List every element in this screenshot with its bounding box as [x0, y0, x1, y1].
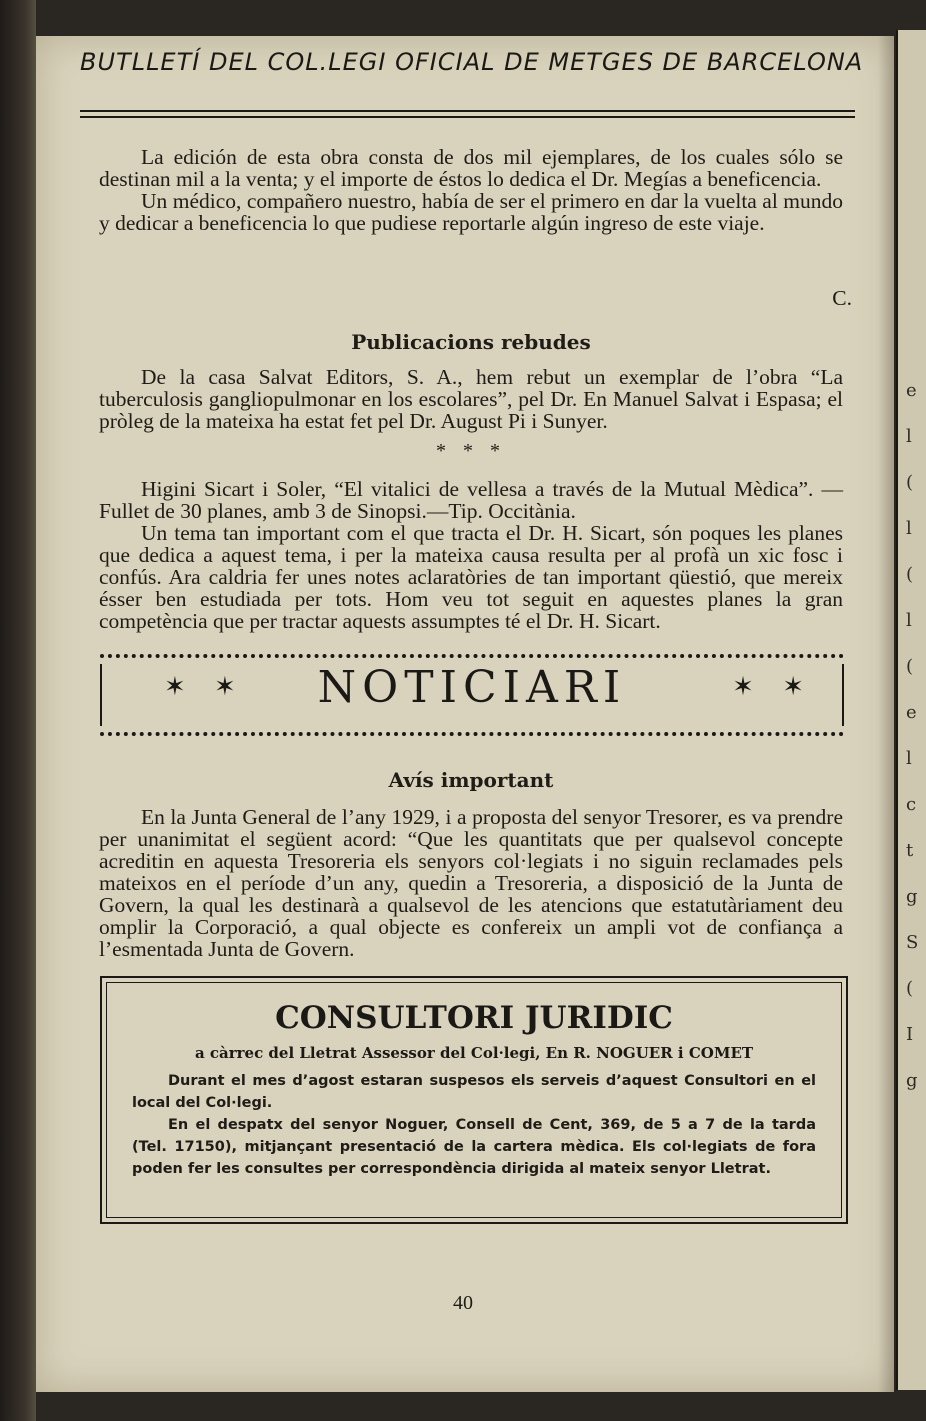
publicacions-item-1 [99, 366, 843, 432]
adjacent-page-glyph: I [906, 1024, 914, 1045]
page-number: 40 [453, 1292, 473, 1314]
adjacent-page-glyph: t [906, 840, 914, 861]
adjacent-page-glyph: g [906, 886, 918, 907]
noticiari-title: NOTICIARI [317, 662, 627, 713]
adjacent-page-glyph: ( [906, 564, 914, 585]
avis-heading: Avís important [388, 768, 554, 792]
binding-edge [0, 0, 36, 1421]
adjacent-page-glyph: l [906, 426, 912, 447]
adjacent-page-glyph: S [906, 932, 919, 953]
noticiari-banner [100, 654, 844, 736]
adjacent-page-glyph: l [906, 610, 912, 631]
adjacent-page-glyph: ( [906, 472, 914, 493]
publicacions-item-2 [99, 478, 843, 632]
publicacions-item-1-text: De la casa Salvat Editors, S. A., hem rebut un exemplar de l’obra “La tuberculosis gangliopulmonar en los escolares”, pel Dr. En Manuel Salvat i Espasa; el pròleg de la mateixa ha estat fet pel Dr. August Pi i Sunyer. [99, 365, 843, 433]
consultori-paragraph-1: Durant el mes d’agost estaran suspesos els serveis d’aquest Consultori en el local del Col·legi. [132, 1073, 816, 1111]
head-rule-bottom [80, 116, 855, 118]
consultori-title: CONSULTORI JURIDIC [275, 1000, 673, 1036]
adjacent-page-glyph: l [906, 748, 912, 769]
consultori-text [132, 1070, 816, 1180]
adjacent-page-glyph: ( [906, 978, 914, 999]
consultori-box [100, 976, 848, 1224]
gutter-shadow [878, 36, 896, 1392]
head-rule-top [80, 110, 855, 112]
avis-paragraph: En la Junta General de l’any 1929, i a proposta del senyor Tresorer, es va prendre per unanimitat el següent acord: “Que les quantitats que per qualsevol concepte acreditin en aquesta Tresoreria els senyors col·legiats i no siguin reclamades pels mateixos en el període d’un any, quedin a Tresoreria, a disposició de la Junta de Govern, la qual les destinarà a qualsevol de les atencions que estatutàriament deu omplir la Corporació, a qual objecte es confereix un ampli vot de confiança a l’esmentada Junta de Govern. [99, 805, 843, 961]
adjacent-page-glyph: ( [906, 656, 914, 677]
avis-text [99, 806, 843, 960]
publicacions-item-2-review: Un tema tan important com el que tracta el Dr. H. Sicart, són poques les planes que dedica a aquest tema, i per la mateixa causa resulta per al profà un xic fosc i confús. Ara caldria fer unes notes aclaratòries de tan important qüestió, que mereix ésser ben estudiada per tots. Hom veu tot seguit en aquestes planes la gran competència que per tractar aquests assumptes té el Dr. H. Sicart. [99, 521, 843, 633]
publicacions-heading: Publicacions rebudes [351, 330, 591, 354]
running-head: BUTLLETÍ DEL COL.LEGI OFICIAL DE METGES DE BARCELONA [80, 48, 864, 76]
intro-signature: C. [832, 286, 852, 310]
adjacent-page-glyph: g [906, 1070, 918, 1091]
consultori-subtitle: a càrrec del Lletrat Assessor del Col·legi, En R. NOGUER i COMET [194, 1044, 754, 1062]
intro-paragraph-2: Un médico, compañero nuestro, había de ser el primero en dar la vuelta al mundo y dedicar a beneficencia lo que pudiese reportarle algún ingreso de este viaje. [99, 189, 843, 235]
star-ornament-left-icon: ✶ ✶ [164, 672, 246, 702]
section-separator: * * * [436, 440, 506, 462]
adjacent-page-glyph: l [906, 518, 912, 539]
intro-paragraph-1: La edición de esta obra consta de dos mil ejemplares, de los cuales sólo se destinan mil a la venta; y el importe de éstos lo dedica el Dr. Megías a beneficencia. [99, 145, 843, 191]
adjacent-page-glyph: e [906, 702, 917, 723]
publicacions-item-2-citation: Higini Sicart i Soler, “El vitalici de vellesa a través de la Mutual Mèdica”. —Fullet de 30 planes, amb 3 de Sinopsi.—Tip. Occitània. [99, 477, 843, 523]
adjacent-page-glyph: c [906, 794, 917, 815]
adjacent-page-glyph: e [906, 380, 917, 401]
intro-text [99, 146, 843, 234]
adjacent-page-strip [896, 30, 926, 1390]
consultori-paragraph-2: En el despatx del senyor Noguer, Consell de Cent, 369, de 5 a 7 de la tarda (Tel. 17150), mitjançant presentació de la cartera mèdica. Els col·legiats de fora poden fer les consultes per correspondència dirigida al mateix senyor Lletrat. [132, 1117, 816, 1177]
star-ornament-right-icon: ✶ ✶ [732, 672, 814, 702]
